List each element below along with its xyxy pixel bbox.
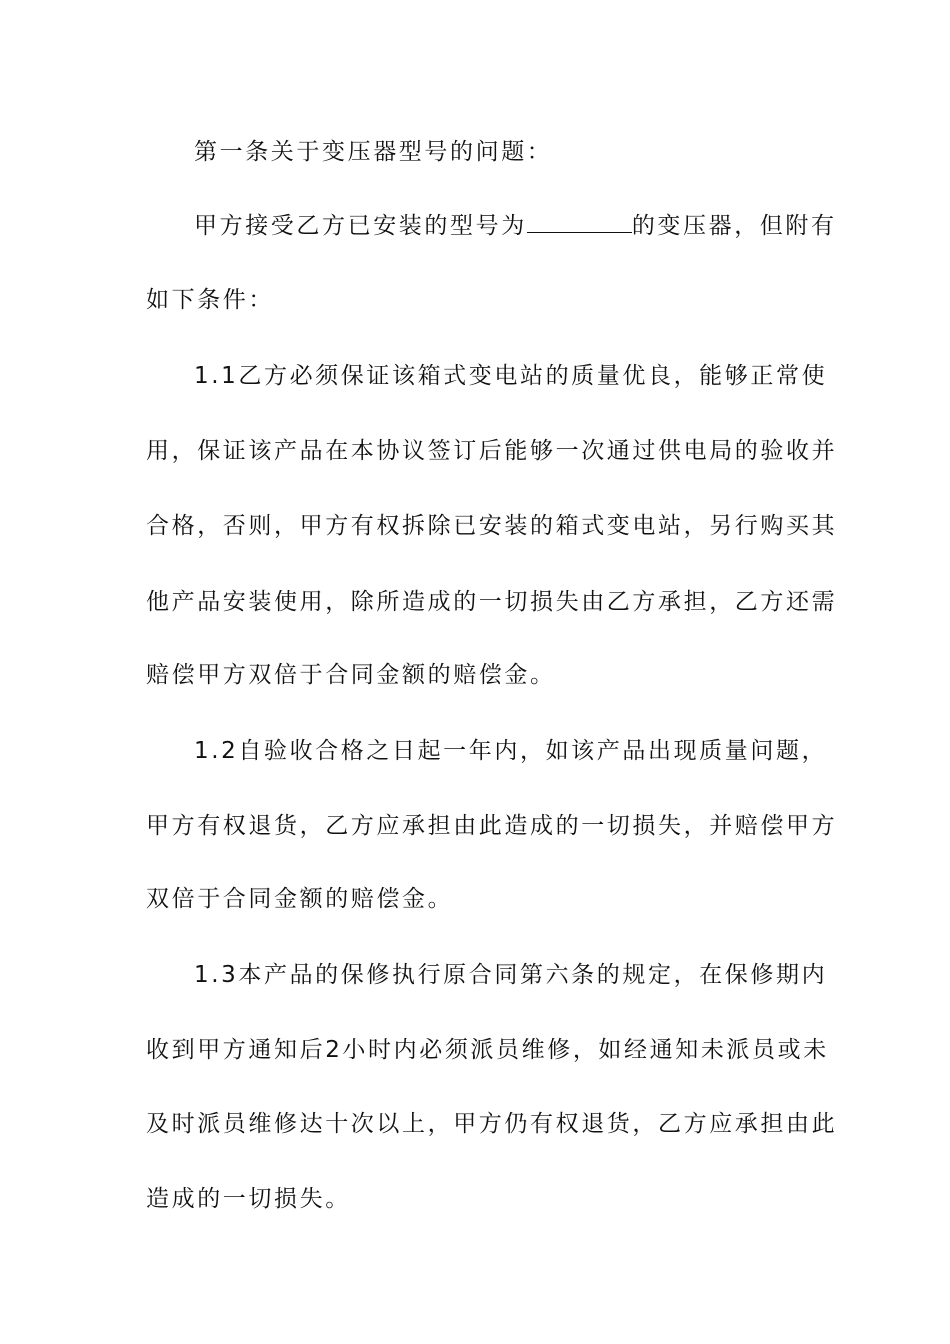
paragraph-1-line-2: 用，保证该产品在本协议签订后能够一次通过供电局的验收并 <box>146 438 838 464</box>
paragraph-0-text-before-blank: 甲方接受乙方已安装的型号为 <box>194 213 527 239</box>
paragraph-3-line-1: 1.3本产品的保修执行原合同第六条的规定，在保修期内 <box>194 962 828 988</box>
paragraph-3-line-3: 及时派员维修达十次以上，甲方仍有权退货，乙方应承担由此 <box>146 1111 838 1137</box>
paragraph-2-line-1: 1.2自验收合格之日起一年内，如该产品出现质量问题， <box>194 738 828 764</box>
paragraph-1-line-4: 他产品安装使用，除所造成的一切损失由乙方承担，乙方还需 <box>146 589 838 615</box>
model-number-blank <box>527 210 632 233</box>
section-heading: 第一条关于变压器型号的问题： <box>194 139 553 165</box>
paragraph-0-line-2: 如下条件： <box>146 287 274 313</box>
paragraph-1-line-5: 赔偿甲方双倍于合同金额的赔偿金。 <box>146 662 556 688</box>
paragraph-1-line-3: 合格，否则，甲方有权拆除已安装的箱式变电站，另行购买其 <box>146 513 838 539</box>
paragraph-0-line-1 <box>194 210 837 241</box>
paragraph-3-line-4: 造成的一切损失。 <box>146 1186 351 1212</box>
paragraph-1-line-1: 1.1乙方必须保证该箱式变电站的质量优良，能够正常使 <box>194 363 828 389</box>
paragraph-2-line-3: 双倍于合同金额的赔偿金。 <box>146 886 454 912</box>
paragraph-0-text-after-blank: 的变压器，但附有 <box>631 213 837 239</box>
paragraph-3-line-2: 收到甲方通知后2小时内必须派员维修，如经通知未派员或未 <box>146 1037 829 1063</box>
paragraph-2-line-2: 甲方有权退货，乙方应承担由此造成的一切损失，并赔偿甲方 <box>146 813 838 839</box>
